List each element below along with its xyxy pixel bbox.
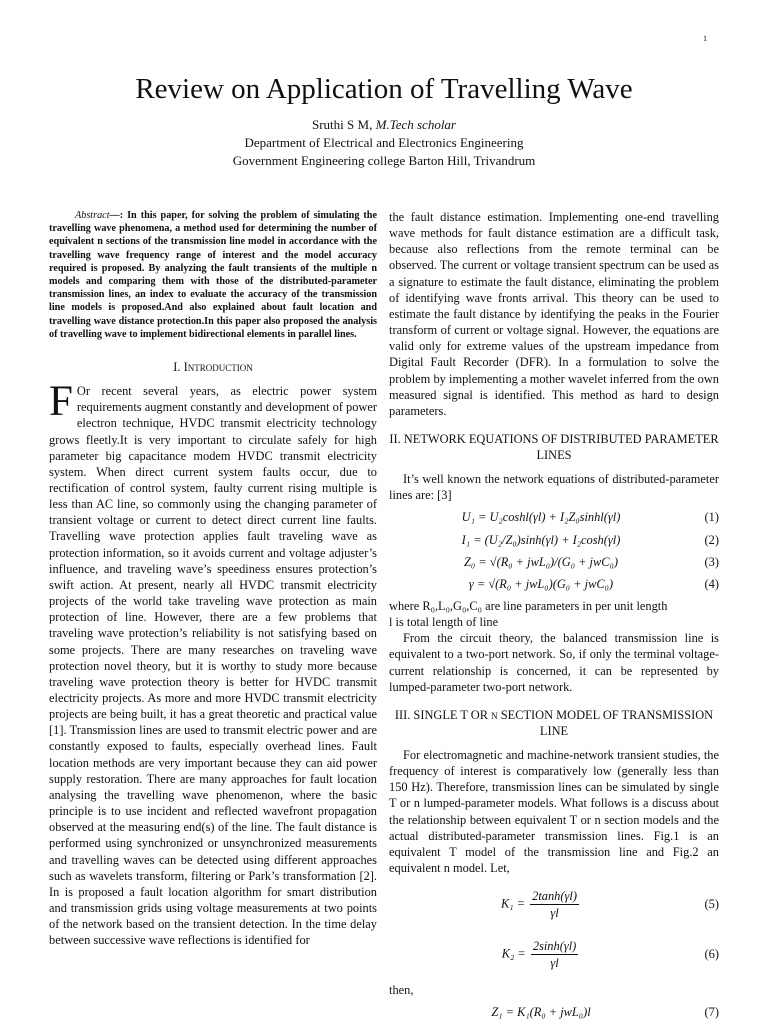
right-column bbox=[389, 209, 719, 1026]
equation-2 bbox=[389, 532, 719, 548]
author-line bbox=[0, 116, 768, 134]
equation-fraction bbox=[531, 938, 578, 971]
equation-number: (4) bbox=[704, 576, 719, 591]
equation-body: γ = √(R₀ + jwL₀)(G₀ + jwC₀) bbox=[468, 576, 614, 591]
where-line-parameters: where R₀,L₀,G₀,C₀ are line parameters in per unit length bbox=[389, 598, 668, 613]
network-equations-intro: It’s well known the network equations of distributed-parameter lines are: [3] bbox=[389, 472, 719, 503]
equation-lhs: K₂ = bbox=[501, 946, 526, 960]
equation-number: (7) bbox=[704, 1005, 719, 1020]
abstract-lead: Abstract bbox=[75, 210, 110, 221]
abstract-text: —: In this paper, for solving the problem of simulating the travelling wave phenomena, a method used for determining the number of equivalent n sections of the transmission line model in accordance with the travelling wave frequency range of interest and the model accuracy required is proposed. By analyzing the fault transients of the multiple n models and comparing them with those of the distributed-parameter transmission lines, an index to evaluate the accuracy of the transmission line models is proposed.And also explained about fault location and travelling wave distance protection.In this paper also proposed the analysis of travelling wave to implement bidirectional elements in parallel lines. bbox=[49, 210, 377, 340]
page-number: 1 bbox=[703, 34, 707, 43]
equation-3 bbox=[389, 554, 719, 570]
two-port-paragraph: From the circuit theory, the balanced transmission line is equivalent to a two-port network. So, if only the terminal voltage-current relationship is concerned, it can be represented by lumped-parameter two-port network. bbox=[389, 631, 719, 694]
equation-number: (2) bbox=[704, 532, 719, 547]
paper-title: Review on Application of Travelling Wave bbox=[135, 73, 633, 105]
affiliation-college: Government Engineering college Barton Hill, Trivandrum bbox=[232, 153, 536, 168]
section-heading-single-t-model bbox=[389, 707, 719, 739]
equation-body: U₁ = U₂coshl(γl) + I₂Z₀sinhl(γl) bbox=[461, 510, 621, 525]
equation-6 bbox=[389, 932, 719, 976]
equation-number: (3) bbox=[704, 554, 719, 569]
then-text: then, bbox=[389, 983, 414, 998]
equation-lhs: K₁ = bbox=[501, 896, 526, 910]
where-line-length: l is total length of line bbox=[389, 615, 499, 630]
introduction-text: Or recent several years, as electric power system requirements augment constantly and development of power electron technique, HVDC transmit electricity technology grows fleetly.It is very important to circulate safely for high parameter big capacitance modem HVDC transmit electricity system. When direct current system faults occur, due to rectification of control system, faulty current rising multiple is less than AC line, so commonly using the changing parameter of transient voltage or current to detect direct current line faults. Travelling wave protection applies fault traveling wave as protection information, so it avoids current and voltage adjuster’s influence, and traveling wave’s speediness ensures protection’s swift action. At present, nearly all HVDC transmit electricity projects of the world take traveling wave protection as main protection of line. However, there are a few problems that traveling wave protection’s reliability is not satisfying based on some projects. There are many researches on traveling wave protection novel theory, but it is worthy to study more because traveling wave protection theory is better for HVDC transmit electricity projects. As more and more HVDC transmit electricity projects are being built, it has a great theoretic and practical value [1]. Transmission lines are used to transmit electric power and are constantly exposed to faults, especially overhead lines. Fault location methods are very important because they can aid power supply restoration. There are many approaches for fault location analysing the travelling wave phenomenon, where the basic principle is to use incident and reflected wavefront propagation observed at the measuring end(s) of the line. The fault distance is performed using synchronized or unsynchronized measurements and travelling waves can be detected using different approaches such as wavelets transform, filtering or Park’s transformation [2]. In is proposed a fault location algorithm for smart distribution and transmission grids using voltage measurements at two points of the network based on the transient detection. In the time delay between successive wave reflections is identified for bbox=[49, 384, 377, 948]
fraction-numerator: 2sinh(γl) bbox=[531, 938, 578, 955]
author-block bbox=[0, 116, 768, 170]
section-title-part-2: SECTION MODEL OF TRANSMISSION LINE bbox=[500, 707, 714, 738]
fraction-denominator: γl bbox=[550, 955, 559, 970]
drop-cap: F bbox=[49, 378, 73, 426]
equation-body: Z₁ = K₁(R₀ + jwL₀)l bbox=[491, 1005, 591, 1020]
equation-body bbox=[389, 938, 693, 971]
equation-fraction bbox=[530, 888, 579, 921]
abstract bbox=[49, 209, 377, 341]
equation-body bbox=[389, 888, 693, 921]
section-title-n: n bbox=[491, 707, 498, 722]
equation-7 bbox=[389, 1004, 719, 1020]
equation-4 bbox=[389, 576, 719, 592]
section-heading-introduction bbox=[49, 359, 377, 375]
introduction-paragraph bbox=[49, 378, 377, 948]
fraction-denominator: γl bbox=[550, 905, 559, 920]
fraction-numerator: 2tanh(γl) bbox=[530, 888, 579, 905]
equation-number: (6) bbox=[704, 947, 719, 962]
equation-body: Z₀ = √(R₀ + jwL₀)/(G₀ + jwC₀) bbox=[464, 554, 618, 569]
equation-1 bbox=[389, 509, 719, 525]
fault-distance-paragraph: the fault distance estimation. Implementing one-end travelling wave methods for fault distance estimation are a difficult task, because also reflections from the remote terminal can be observed. The current or voltage transient spectrum can be used as a signature to estimate the fault distance, eliminating the problem of identifying wave fronts arrival. This theory can be used to estimate the fault distance by identifying the peaks in the Fourier transform of current or voltage signal. However, the equations are valid only for extreme values of the upstream impedance from Digital Fault Recorder (DFR). In a formulation to solve the problem by implementing a mother wavelet inferred from the own measured signal is identified. This method as hard to design parameters. bbox=[389, 210, 719, 418]
equation-body: I₁ = (U₂/Z₀)sinh(γl) + I₂cosh(γl) bbox=[461, 532, 621, 547]
author-name: Sruthi S M, bbox=[312, 117, 373, 132]
left-column bbox=[49, 209, 377, 949]
equation-number: (1) bbox=[704, 510, 719, 525]
section-title-part-1: III. SINGLE T OR bbox=[394, 707, 489, 722]
equation-5 bbox=[389, 882, 719, 926]
section-title: Introduction bbox=[183, 360, 253, 375]
author-role: M.Tech scholar bbox=[375, 117, 456, 132]
equation-number: (5) bbox=[704, 897, 719, 912]
affiliation-department: Department of Electrical and Electronics Engineering bbox=[244, 135, 524, 150]
section-heading-network-equations: II. NETWORK EQUATIONS OF DISTRIBUTED PARAMETER LINES bbox=[389, 432, 719, 463]
section-number: I. bbox=[173, 360, 181, 375]
lumped-model-paragraph: For electromagnetic and machine-network transient studies, the frequency of interest is comparatively low (generally less than 150 Hz). Therefore, transmission lines can be simulated by single T or n lumped-parameter models. What follows is a discuss about the relationship between equivalent T or n section models and the actual distributed-parameter transmission lines. Fig.1 is an equivalent T model of the transmission line and Fig.2 an equivalent n model. Let, bbox=[389, 747, 719, 875]
